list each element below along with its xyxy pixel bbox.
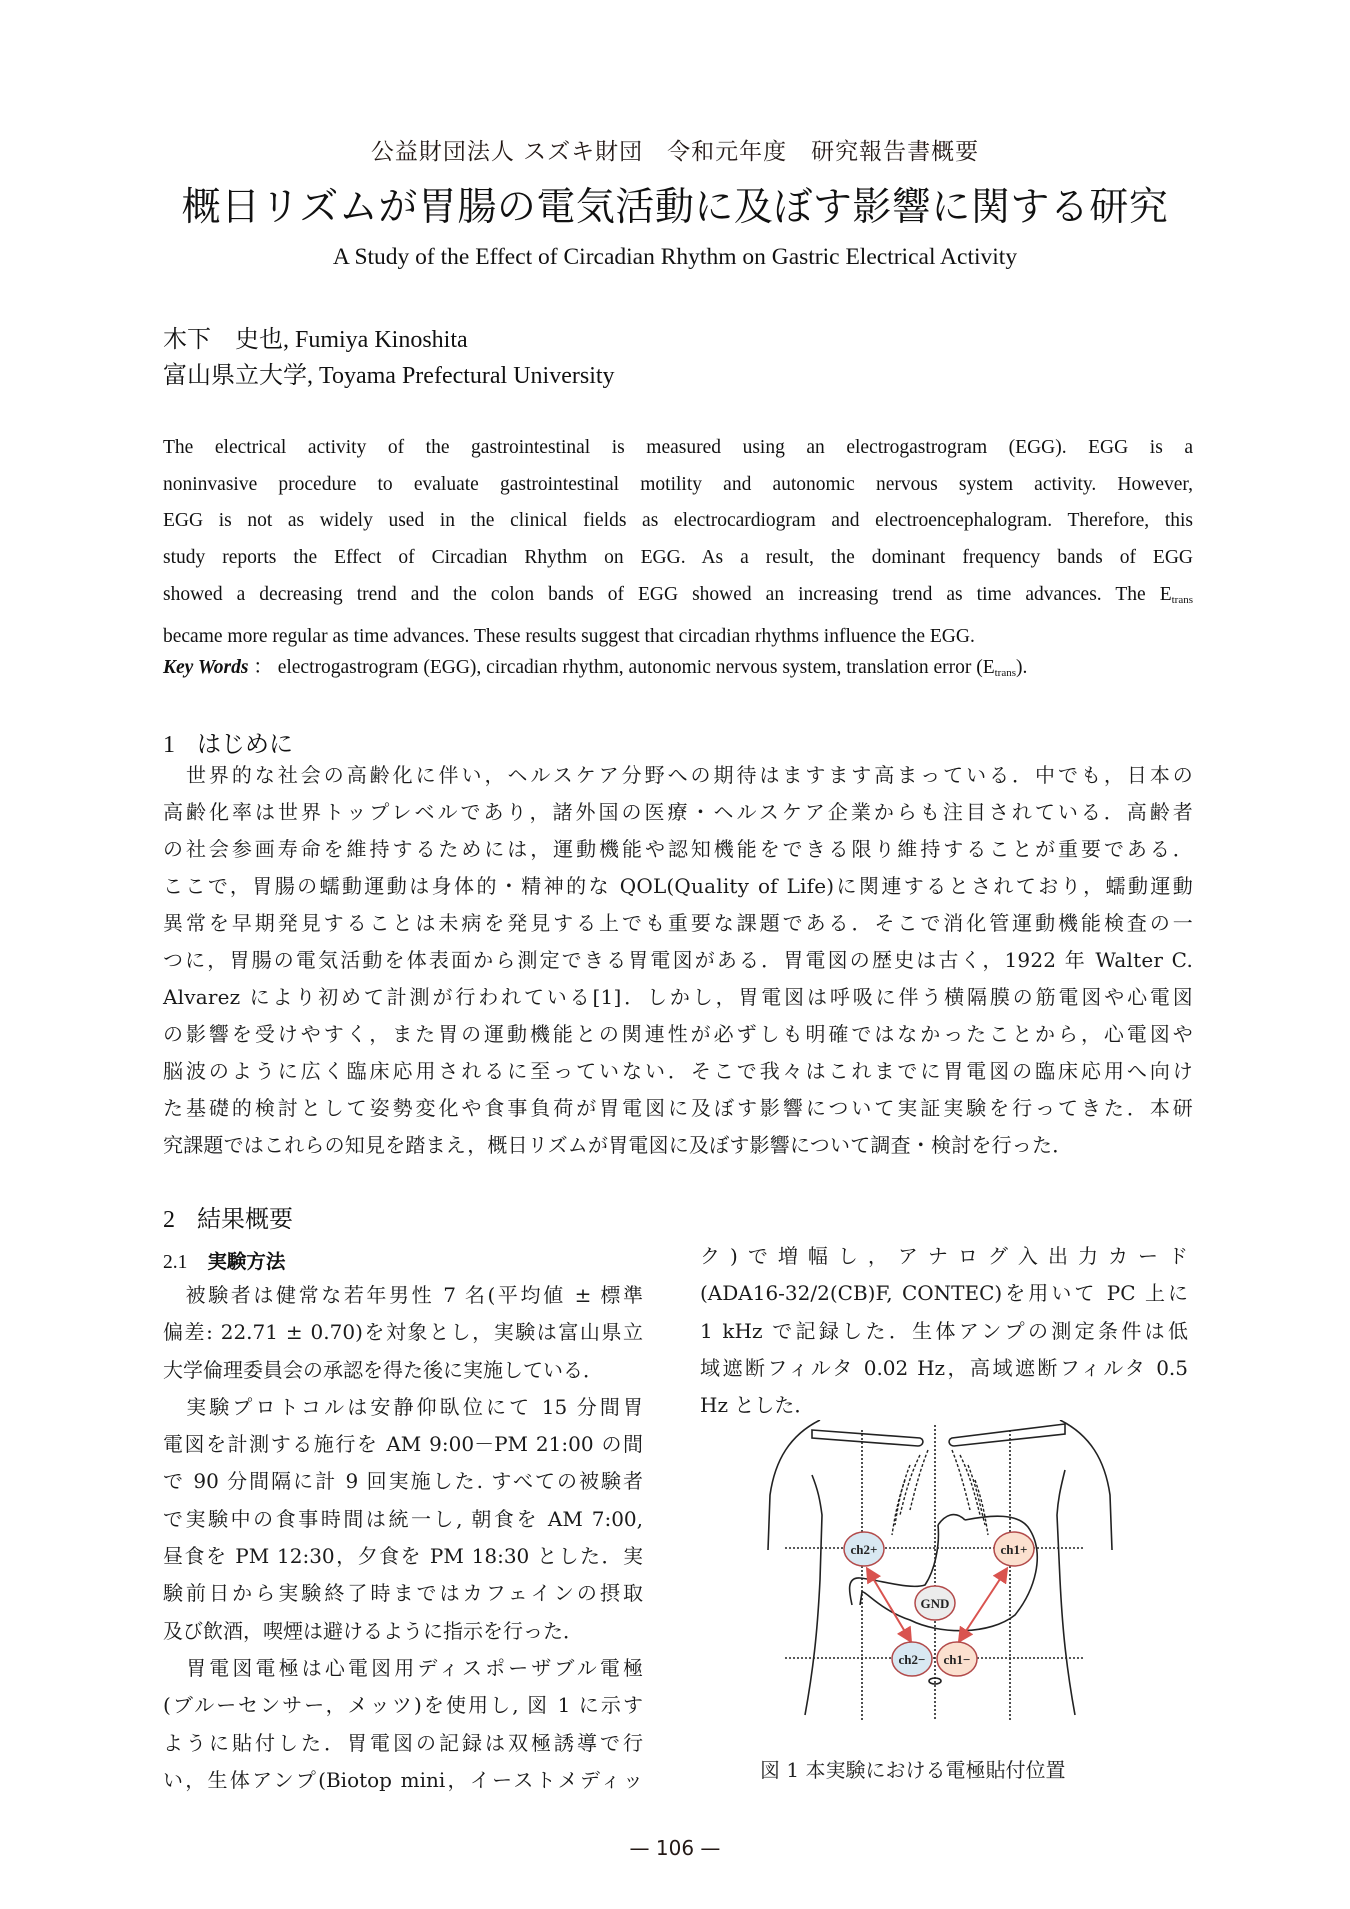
page-number: — 106 —	[629, 1836, 721, 1860]
subsection-title: 実験方法	[207, 1250, 286, 1273]
body-line: で実験中の食事時間は統一し, 朝食を AM 7:00,	[163, 1506, 643, 1531]
figure-electrode-placement	[760, 1420, 1120, 1720]
body-line: た基礎的検討として姿勢変化や食事負荷が胃電図に及ぼす影響について実証実験を行ってきた．本研	[163, 1096, 1193, 1120]
body-line: で 90 分間隔に計 9 回実施した. すべての被験者	[163, 1469, 643, 1494]
body-line: 実験プロトコルは安静仰臥位にて 15 分間胃	[163, 1394, 643, 1419]
body-line: 究課題ではこれらの知見を踏まえ，概日リズムが胃電図に及ぼす影響について調査・検討を行った．	[163, 1133, 1073, 1157]
author-name: 木下 史也, Fumiya Kinoshita	[163, 327, 468, 353]
svg-text:ch1−: ch1−	[943, 1652, 971, 1667]
section-2-left-column	[163, 1277, 643, 1799]
section-2-heading	[163, 1199, 293, 1234]
keywords-text: electrogastrogram (EGG), circadian rhythm, autonomic nervous system, translation error (E	[277, 657, 995, 678]
body-line: つに，胃腸の電気活動を体表面から測定できる胃電図がある．胃電図の歴史は古く，1922 年 Walter C.	[163, 948, 1193, 972]
figure-caption: 図 1 本実験における電極貼付位置	[760, 1758, 1066, 1782]
torso-diagram	[760, 1420, 1120, 1720]
torso-outline	[768, 1420, 1112, 1715]
abstract	[163, 430, 1193, 655]
body-line: 世界的な社会の高齢化に伴い，ヘルスケア分野への期待はますます高まっている．中でも，日本の	[163, 763, 1193, 787]
body-line: 1 kHz で記録した．生体アンプの測定条件は低	[700, 1318, 1188, 1343]
body-line: (ADA16-32/2(CB)F, CONTEC)を用いて PC 上に	[700, 1281, 1188, 1306]
body-line: Hz とした．	[700, 1393, 815, 1418]
keywords-separator: ：	[253, 657, 273, 678]
section-title: 結果概要	[197, 1205, 293, 1233]
body-line: ここで，胃腸の蠕動運動は身体的・精神的な QOL(Quality of Life)に関連するとされており，蠕動運動	[163, 874, 1193, 898]
body-line: 電図を計測する施行を AM 9:00－PM 21:00 の間	[163, 1432, 643, 1457]
abstract-line: became more regular as time advances. These results suggest that circadian rhythms influence the EGG.	[163, 625, 975, 647]
section-2-right-column	[700, 1238, 1188, 1424]
body-line: の影響を受けやすく，また胃の運動機能との関連性が必ずしも明確ではなかったことから，心電図や	[163, 1022, 1193, 1046]
body-line: 験前日から実験終了時まではカフェインの摂取	[163, 1581, 643, 1606]
electrode-ch2-minus	[892, 1642, 932, 1676]
header-organization: 公益財団法人 スズキ財団 令和元年度 研究報告書概要	[370, 139, 980, 165]
abstract-line	[163, 577, 1193, 619]
body-line: 偏差: 22.71 ± 0.70)を対象とし，実験は富山県立	[163, 1320, 643, 1345]
body-line: 被験者は健常な若年男性 7 名(平均値 ± 標準	[163, 1283, 643, 1307]
etrans-subscript: trans	[1171, 593, 1193, 606]
section-number: 1	[163, 732, 175, 758]
ch2-arrow	[868, 1570, 910, 1640]
svg-text:ch2+: ch2+	[850, 1542, 878, 1557]
body-line: 胃電図電極は心電図用ディスポーザブル電極	[163, 1655, 643, 1680]
body-line: 域遮断フィルタ 0.02 Hz，高域遮断フィルタ 0.5	[700, 1355, 1188, 1380]
body-line: 及び飲酒，喫煙は避けるように指示を行った．	[163, 1618, 583, 1643]
subsection-number: 2.1	[163, 1252, 188, 1273]
body-line: ク)で増幅し，アナログ入出力カード	[700, 1244, 1188, 1268]
section-title: はじめに	[197, 730, 293, 758]
body-line: い，生体アンプ(Biotop mini，イーストメディッ	[163, 1767, 643, 1792]
title-japanese: 概日リズムが胃腸の電気活動に及ぼす影響に関する研究	[181, 185, 1169, 230]
electrode-ch1-minus	[937, 1642, 977, 1676]
body-line: Alvarez により初めて計測が行われている[1]．しかし，胃電図は呼吸に伴う横隔膜の筋電図や心電図	[163, 985, 1193, 1009]
electrode-gnd	[915, 1586, 955, 1620]
electrode-ch1-plus	[994, 1532, 1034, 1566]
body-line: ように貼付した．胃電図の記録は双極誘導で行	[163, 1730, 643, 1755]
abstract-line: noninvasive procedure to evaluate gastrointestinal motility and autonomic nervous system activity. However,	[163, 473, 1193, 495]
electrode-ch2-plus	[844, 1532, 884, 1566]
keywords-subscript: trans	[994, 667, 1017, 679]
title-english: A Study of the Effect of Circadian Rhythm on Gastric Electrical Activity	[332, 244, 1018, 270]
body-line: (ブルーセンサー，メッツ)を使用し, 図 1 に示す	[163, 1693, 643, 1718]
section-number: 2	[163, 1207, 175, 1233]
abstract-line: EGG is not as widely used in the clinical fields as electrocardiogram and electroencephalogram. Therefore, this	[163, 510, 1193, 532]
body-line: 脳波のように広く臨床応用されるに至っていない．そこで我々はこれまでに胃電図の臨床応用へ向け	[163, 1059, 1193, 1083]
subsection-2-1-heading	[163, 1246, 285, 1274]
keywords	[163, 651, 1193, 679]
keywords-end: ).	[1016, 657, 1028, 678]
body-line: 異常を早期発見することは未病を発見する上でも重要な課題である．そこで消化管運動機能検査の一	[163, 911, 1193, 935]
svg-text:GND: GND	[920, 1596, 950, 1611]
svg-text:ch2−: ch2−	[898, 1652, 926, 1667]
abstract-line: study reports the Effect of Circadian Rhythm on EGG. As a result, the dominant frequency bands of EGG	[163, 547, 1193, 569]
section-1-body	[163, 757, 1193, 1164]
grid-lines	[785, 1425, 1085, 1720]
abstract-line: The electrical activity of the gastrointestinal is measured using an electrogastrogram (EGG). EGG is a	[163, 437, 1193, 458]
body-line: の社会参画寿命を維持するためには，運動機能や認知機能をできる限り維持することが重要である．	[163, 837, 1193, 861]
author-affiliation: 富山県立大学, Toyama Prefectural University	[163, 363, 615, 389]
section-1-heading	[163, 724, 293, 759]
svg-text:ch1+: ch1+	[1000, 1542, 1028, 1557]
abstract-line-text: showed a decreasing trend and the colon bands of EGG showed an increasing trend as time advances. The E	[163, 583, 1172, 605]
body-line: 高齢化率は世界トップレベルであり，諸外国の医療・ヘルスケア企業からも注目されている．高齢者	[163, 800, 1193, 824]
body-line: 大学倫理委員会の承認を得た後に実施している．	[163, 1357, 603, 1382]
body-line: 昼食を PM 12:30，夕食を PM 18:30 とした．実	[163, 1544, 643, 1569]
keywords-label: Key Words	[163, 657, 249, 678]
